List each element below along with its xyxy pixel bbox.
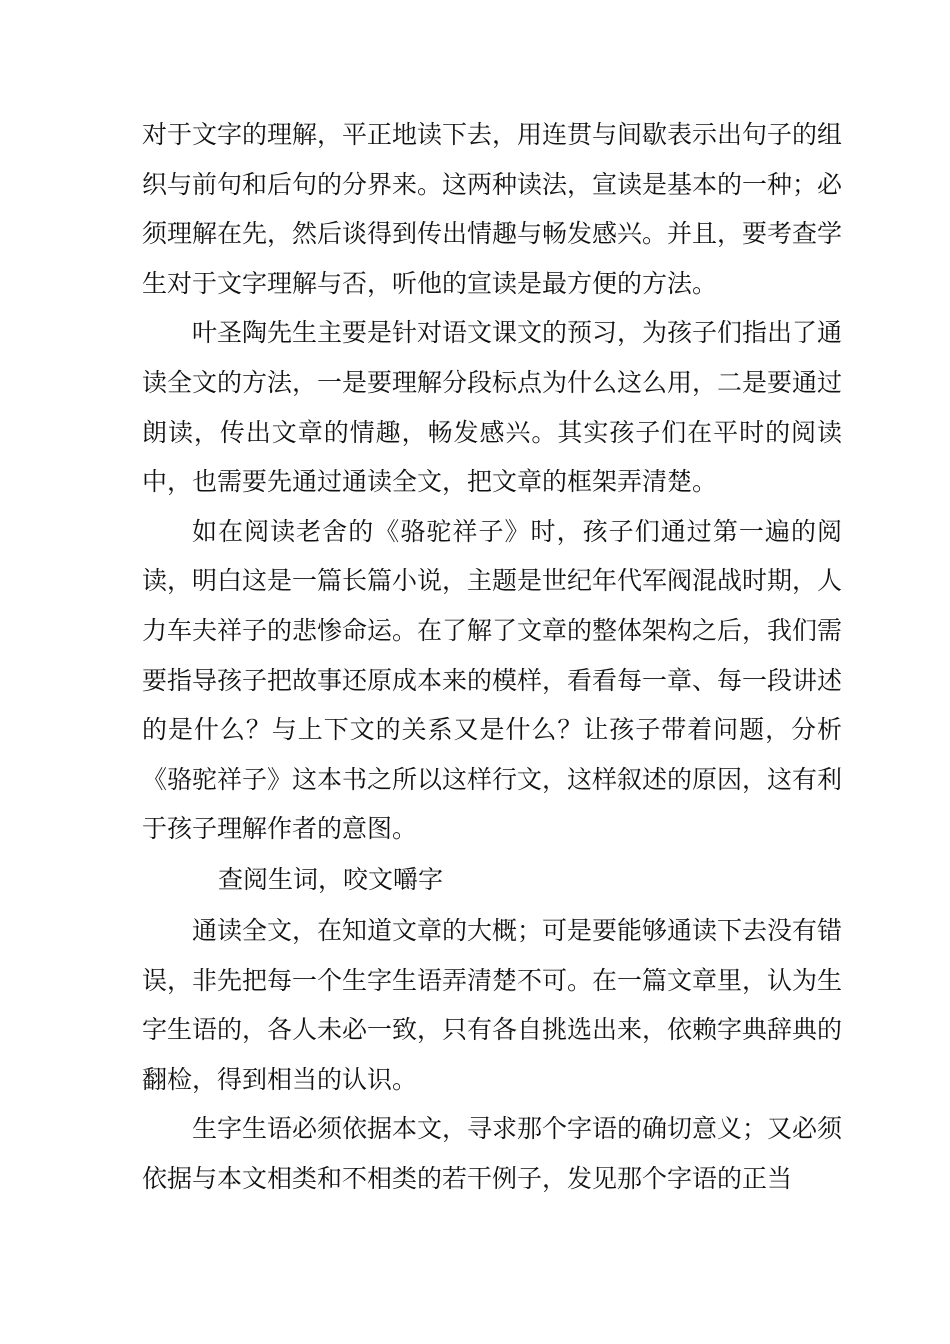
paragraph-word-meaning: 生字生语必须依据本文，寻求那个字语的确切意义；又必须依据与本文相类和不相类的若干例子，发见那个字语的正当 <box>142 1114 843 1193</box>
paragraph-new-words: 通读全文，在知道文章的大概；可是要能够通读下去没有错误，非先把每一个生字生语弄清楚不可。在一篇文章里，认为生字生语的，各人未必一致，只有各自挑选出来，依赖字典辞典的翻检，得到相当的认识。 <box>142 915 843 1094</box>
paragraph-reading-method: 对于文字的理解，平正地读下去，用连贯与间歇表示出句子的组织与前句和后句的分界来。这两种读法，宣读是基本的一种；必须理解在先，然后谈得到传出情趣与畅发感兴。并且，要考查学生对于文字理解与否，听他的宣读是最方便的方法。 <box>142 120 843 298</box>
paragraph-camel-xiangzi: 如在阅读老舍的《骆驼祥子》时，孩子们通过第一遍的阅读，明白这是一篇长篇小说，主题是世纪年代军阀混战时期，人力车夫祥子的悲惨命运。在了解了文章的整体架构之后，我们需要指导孩子把故事还原成本来的模样，看看每一章、每一段讲述的是什么？与上下文的关系又是什么？让孩子带着问题，分析《骆驼祥子》这本书之所以这样行文，这样叙述的原因，这有利于孩子理解作者的意图。 <box>142 516 843 844</box>
body-text <box>142 110 842 1203</box>
section-heading: 查阅生词，咬文嚼字 <box>218 864 444 894</box>
paragraph-ye-shengtao: 叶圣陶先生主要是针对语文课文的预习，为孩子们指出了通读全文的方法，一是要理解分段标点为什么这么用，二是要通过朗读，传出文章的情趣，畅发感兴。其实孩子们在平时的阅读中，也需要先通过通读全文，把文章的框架弄清楚。 <box>142 318 843 497</box>
